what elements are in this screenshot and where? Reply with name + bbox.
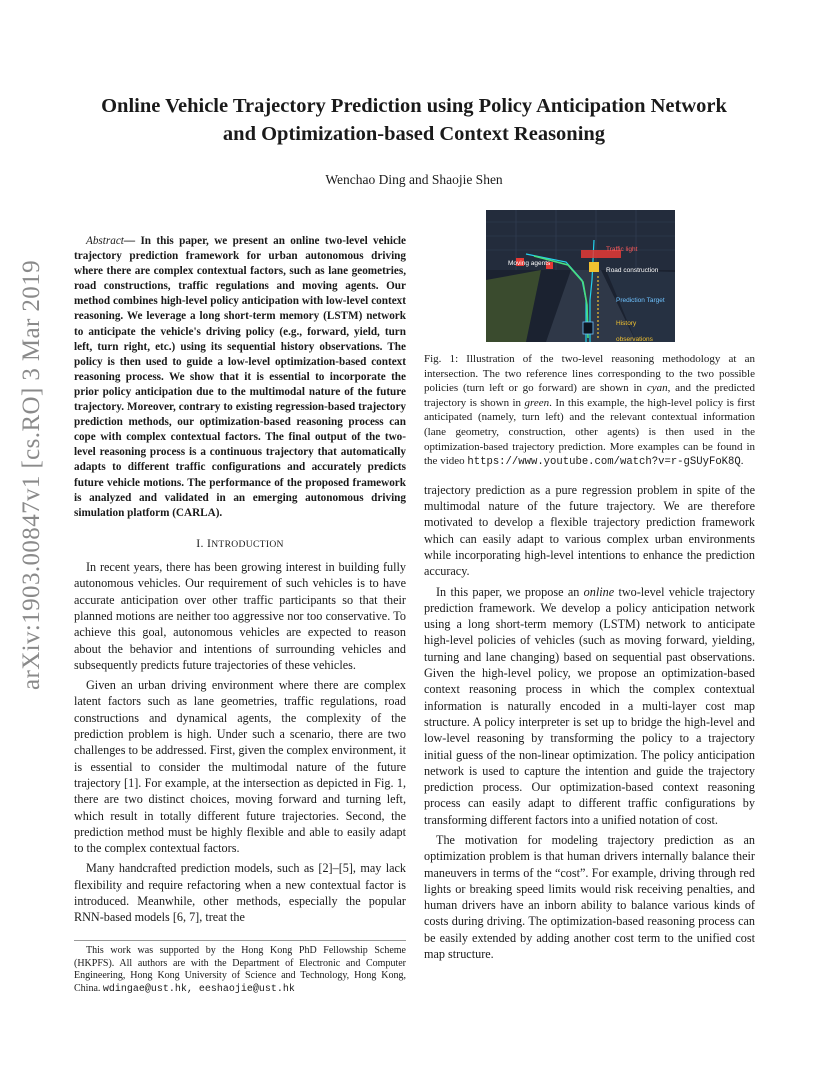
video-url: https://www.youtube.com/watch?v=r-gSUyFoK8Q [467,456,741,469]
caption-cyan: cyan [646,382,668,395]
section-first-letter: I [206,535,212,550]
right-paragraph-3: The motivation for modeling trajectory prediction as an optimization problem is that human drivers internally balance their maneuvers in terms of the “cost”. For example, driving through red lights or breaking speed limits would risk receiving penalties, and human drivers have an inborn ability to balance various kinds of costs during driving. The optimization-based reasoning process can be easily extended by adding another cost term to the unified cost map structure. [424,832,755,962]
section-rest-letters: NTRODUCTION [211,538,284,550]
paper-title [60,92,768,148]
figure-label-road-construction: Road construction [606,267,659,274]
abstract-lead: Abstract [86,235,124,247]
arxiv-identifier: arXiv:1903.00847v1 [cs.RO] 3 Mar 2019 [18,259,45,691]
arxiv-sidebar [6,259,58,691]
figure-1-caption: Fig. 1: Illustration of the two-level reasoning methodology at an intersection. The two reference lines corresponding to the two possible policies (turn left or go forward) are shown in cyan, and the predicted trajectory is shown in green. In this example, the high-level policy is first anticipated (namely, turn left) and the relevant contextual information (lane geometry, construction, other agents) is then used in the optimization-based trajectory prediction. More examples can be found in the video https://www.youtube.com/watch?v=r-gSUyFoK8Q. [424,353,755,469]
intro-paragraph-3: Many handcrafted prediction models, such as [2]–[5], may lack flexibility and require refactoring when a new contextual factor is introduced. Meanwhile, other methods, especially the popular RNN-based models [6, 7], treat the [74,861,406,925]
left-column [74,234,406,926]
title-line-1: Online Vehicle Trajectory Prediction using Policy Anticipation Network [101,95,727,117]
right-paragraph-1: trajectory prediction as a pure regression problem in spite of the multimodal nature of the future trajectory. We are therefore motivated to develop a flexible trajectory prediction framework which can easily adapt to various complex urban environments while incorporating high-level intentions to enhance the prediction accuracy. [424,482,755,579]
abstract [74,234,406,521]
footnote-text: This work was supported by the Hong Kong PhD Fellowship Scheme (HKPFS). All authors are with the Department of Electronic and Computer Engineering, Hong Kong University of Science and Technology, Hong Kong, China. [74,945,406,994]
online-emphasis: online [583,584,615,599]
section-heading-introduction [74,535,406,553]
right-body [424,482,755,963]
footnote-emails: wdingae@ust.hk, eeshaojie@ust.hk [102,983,295,995]
right-column [424,210,755,962]
figure-label-prediction-target: Prediction Target [616,297,665,304]
right-paragraph-2: In this paper, we propose an online two-level vehicle trajectory prediction framework. We develop a policy anticipation network using a long short-term memory (LSTM) network to anticipate high-level policies of vehicles (such as moving forward, yielding, turning and lane changing) based on sequential past observations. Given the high-level policy, we propose an optimization-based context reasoning process in which the complex contextual information is naturally encoded in a multi-layer cost map structure. A policy interpreter is set up to bridge the high-level and low-level reasoning by transforming the policy to a trajectory initial guess of the non-linear optimization. The policy anticipation network is used to capture the intention and guide the trajectory prediction process. Our optimization-based context reasoning process can easily adapt to different traffic configurations by transforming different factors into a unified notation of cost. [424,584,756,827]
title-line-2: and Optimization-based Context Reasoning [222,123,606,145]
abstract-text: — In this paper, we present an online two-level vehicle trajectory prediction framework for urban autonomous driving where there are complex contextual factors, such as lane geometries, road constructions, traffic regulations and moving agents. Our method combines high-level policy anticipation with low-level context reasoning. We leverage a long short-term memory (LSTM) network to anticipate the vehicle's driving policy (e.g., forward, yield, turn left, turn right, etc.) using its sequential history observations. The policy is then used to guide a low-level optimization-based context reasoning process. We show that it is essential to incorporate the prior policy anticipation due to the multimodal nature of the future trajectory. Moreover, contrary to existing regression-based trajectory prediction methods, our optimization-based reasoning process can cope with complex contextual factors. The final output of the two-level reasoning process is a continuous trajectory that automatically adapts to different traffic configurations and accurately predicts future vehicle motions. The performance of the proposed framework is analyzed and validated in an emerging autonomous driving simulation platform (CARLA). [74,235,406,519]
authors: Wenchao Ding and Shaojie Shen [325,172,503,187]
figure-1-image [486,210,675,342]
footnote [74,940,406,996]
figure-label-moving-agents: Moving agents [508,260,551,267]
figure-label-red: Traffic light [606,246,638,253]
prediction-target-car [583,322,593,334]
intro-paragraph-2: Given an urban driving environment where there are complex latent factors such as lane geometries, traffic regulations, road constructions and dynamical agents, the complexity of the prediction problem is high. Under such a scenario, there are two challenges to be addressed. First, given the complex environment, it is essential to consider the multimodal nature of the future trajectory [1]. For example, at the intersection as depicted in Fig. 1, there are two distinct choices, moving forward and turning left, which result in totally different future trajectories. Second, the prediction method must be highly flexible and able to easily adapt to the complex contextual factors. [74,678,406,856]
road-construction-block [589,262,599,272]
intro-paragraph-1: In recent years, there has been growing interest in building fully autonomous vehicles. Our requirement of such vehicles is to have accurate anticipation over other traffic participants so that their planned motions are neither too aggressive nor too conservative. To achieve this goal, autonomous vehicles are expected to reason about the behavior and intentions of surrounding vehicles and subsequently predicts future trajectories of these vehicles. [74,560,406,672]
caption-green: green [524,396,550,409]
section-number: I. [196,535,204,550]
figure-label-history-observations: History observations [616,320,653,342]
